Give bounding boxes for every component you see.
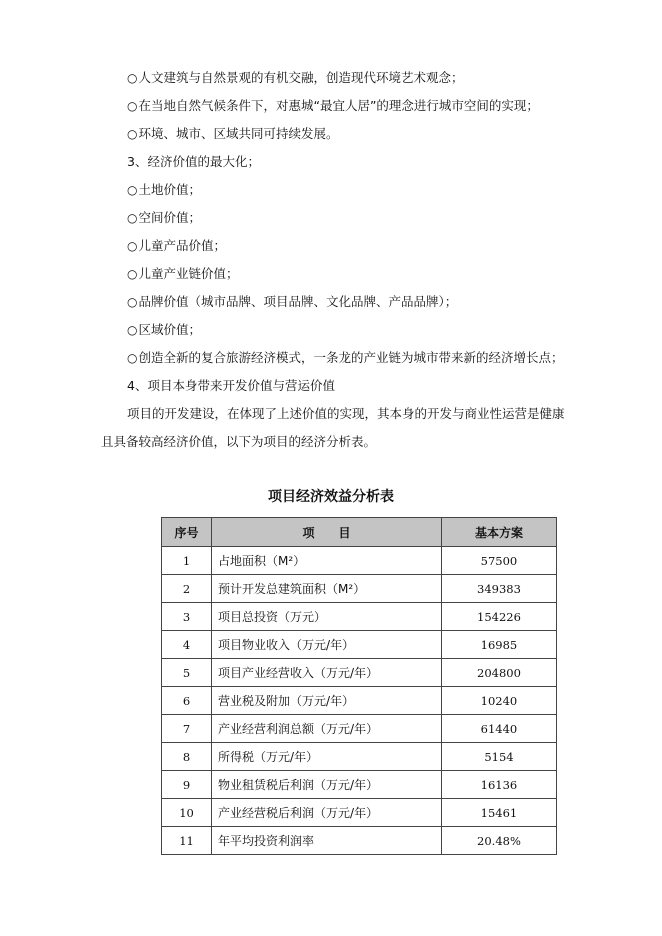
circle-bullet-icon: ○ bbox=[127, 71, 138, 85]
row-no: 11 bbox=[162, 827, 212, 855]
value-item-text: 儿童产品价值； bbox=[138, 238, 226, 253]
table-row bbox=[162, 827, 557, 855]
table-row bbox=[162, 603, 557, 631]
circle-bullet-icon: ○ bbox=[127, 183, 138, 197]
value-item-text: 品牌价值（城市品牌、项目品牌、文化品牌、产品品牌）； bbox=[138, 294, 458, 309]
value-item-region bbox=[127, 322, 201, 338]
value-item-sustainable bbox=[127, 126, 339, 142]
paragraph-line-1: 项目的开发建设，在体现了上述价值的实现，其本身的开发与商业性运营是健康 bbox=[127, 406, 565, 421]
value-item-land bbox=[127, 182, 201, 198]
section-heading-economic-value: 3、经济价值的最大化； bbox=[127, 154, 260, 169]
row-plan: 16985 bbox=[441, 631, 556, 659]
economic-analysis-table bbox=[161, 517, 557, 855]
row-no: 9 bbox=[162, 771, 212, 799]
value-item-humanistic bbox=[127, 70, 464, 86]
value-item-climate bbox=[127, 98, 539, 114]
header-plan: 基本方案 bbox=[441, 518, 556, 547]
table-row bbox=[162, 687, 557, 715]
row-plan: 15461 bbox=[441, 799, 556, 827]
row-plan: 349383 bbox=[441, 575, 556, 603]
value-item-text: 区域价值； bbox=[138, 322, 201, 337]
row-plan: 5154 bbox=[441, 743, 556, 771]
row-item: 所得税（万元/年） bbox=[212, 743, 442, 771]
value-item-text: 环境、城市、区域共同可持续发展。 bbox=[138, 126, 339, 141]
value-item-tourism-model bbox=[127, 350, 564, 366]
row-plan: 154226 bbox=[441, 603, 556, 631]
value-item-brand bbox=[127, 294, 457, 310]
header-item: 项 目 bbox=[212, 518, 442, 547]
circle-bullet-icon: ○ bbox=[127, 127, 138, 141]
table-row bbox=[162, 715, 557, 743]
row-item: 产业经营税后利润（万元/年） bbox=[212, 799, 442, 827]
table-row bbox=[162, 659, 557, 687]
row-item: 占地面积（M²） bbox=[212, 547, 442, 575]
row-plan: 61440 bbox=[441, 715, 556, 743]
circle-bullet-icon: ○ bbox=[127, 267, 138, 281]
value-item-text: 人文建筑与自然景观的有机交融，创造现代环境艺术观念； bbox=[138, 70, 464, 85]
row-item: 年平均投资利润率 bbox=[212, 827, 442, 855]
table-row bbox=[162, 575, 557, 603]
value-item-children-product bbox=[127, 238, 226, 254]
row-no: 7 bbox=[162, 715, 212, 743]
table-row bbox=[162, 771, 557, 799]
section-heading-project-value: 4、项目本身带来开发价值与营运价值 bbox=[127, 378, 335, 393]
table-title: 项目经济效益分析表 bbox=[268, 489, 394, 505]
row-item: 产业经营利润总额（万元/年） bbox=[212, 715, 442, 743]
row-no: 5 bbox=[162, 659, 212, 687]
row-item: 营业税及附加（万元/年） bbox=[212, 687, 442, 715]
circle-bullet-icon: ○ bbox=[127, 351, 138, 365]
header-no: 序号 bbox=[162, 518, 212, 547]
table-header-row bbox=[162, 518, 557, 547]
row-plan: 204800 bbox=[441, 659, 556, 687]
row-plan: 57500 bbox=[441, 547, 556, 575]
row-no: 1 bbox=[162, 547, 212, 575]
table-row bbox=[162, 631, 557, 659]
value-item-children-industry bbox=[127, 266, 239, 282]
circle-bullet-icon: ○ bbox=[127, 239, 138, 253]
row-item: 物业租赁税后利润（万元/年） bbox=[212, 771, 442, 799]
value-item-text: 在当地自然气候条件下，对惠城“最宜人居”的理念进行城市空间的实现； bbox=[138, 98, 539, 113]
row-plan: 16136 bbox=[441, 771, 556, 799]
table-row bbox=[162, 547, 557, 575]
row-item: 项目物业收入（万元/年） bbox=[212, 631, 442, 659]
circle-bullet-icon: ○ bbox=[127, 99, 138, 113]
row-item: 项目产业经营收入（万元/年） bbox=[212, 659, 442, 687]
row-item: 预计开发总建筑面积（M²） bbox=[212, 575, 442, 603]
row-no: 3 bbox=[162, 603, 212, 631]
table-row bbox=[162, 799, 557, 827]
table-row bbox=[162, 743, 557, 771]
value-item-text: 土地价值； bbox=[138, 182, 201, 197]
row-no: 10 bbox=[162, 799, 212, 827]
row-item: 项目总投资（万元） bbox=[212, 603, 442, 631]
row-no: 6 bbox=[162, 687, 212, 715]
row-plan: 10240 bbox=[441, 687, 556, 715]
circle-bullet-icon: ○ bbox=[127, 323, 138, 337]
circle-bullet-icon: ○ bbox=[127, 295, 138, 309]
circle-bullet-icon: ○ bbox=[127, 211, 138, 225]
value-item-space bbox=[127, 210, 201, 226]
row-plan: 20.48% bbox=[441, 827, 556, 855]
row-no: 4 bbox=[162, 631, 212, 659]
value-item-text: 空间价值； bbox=[138, 210, 201, 225]
paragraph-line-2: 且具备较高经济价值，以下为项目的经济分析表。 bbox=[101, 434, 377, 449]
value-item-text: 儿童产业链价值； bbox=[138, 266, 239, 281]
row-no: 2 bbox=[162, 575, 212, 603]
value-item-text: 创造全新的复合旅游经济模式，一条龙的产业链为城市带来新的经济增长点； bbox=[138, 350, 564, 365]
row-no: 8 bbox=[162, 743, 212, 771]
